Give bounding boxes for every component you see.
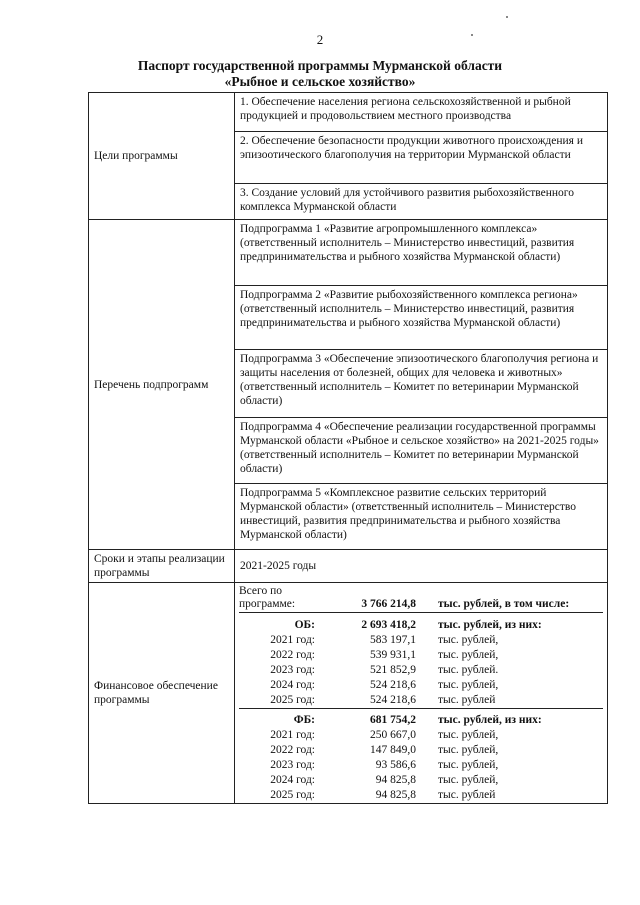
year-unit: тыс. рублей, <box>438 678 499 691</box>
page-title <box>0 58 640 90</box>
scan-speck <box>506 16 508 18</box>
year-value: 539 931,1 <box>370 648 416 661</box>
fb-year-row <box>239 743 603 758</box>
year-value: 583 197,1 <box>370 633 416 646</box>
year-unit: тыс. рублей <box>438 789 496 801</box>
terms-label: Сроки и этапы реализации программы <box>89 550 235 583</box>
year-label: 2023 год: <box>270 759 315 771</box>
ob-year-row <box>239 633 603 648</box>
ob-year-row <box>239 663 603 678</box>
year-label: 2023 год: <box>270 663 315 676</box>
goals-row <box>89 93 608 132</box>
year-label: 2025 год: <box>270 693 315 706</box>
ob-value: 2 693 418,2 <box>321 613 438 633</box>
subprograms-label: Перечень подпрограмм <box>89 220 235 550</box>
finance-label: Финансовое обеспечение программы <box>89 583 235 804</box>
year-label: 2024 год: <box>270 774 315 786</box>
scan-speck <box>471 34 473 36</box>
fb-year-row <box>239 728 603 743</box>
fb-value: 681 754,2 <box>321 708 438 728</box>
year-unit: тыс. рублей. <box>438 663 499 676</box>
fb-unit: тыс. рублей, из них: <box>438 708 603 728</box>
year-unit: тыс. рублей, <box>438 774 499 786</box>
terms-row <box>89 550 608 583</box>
goal-item: 3. Создание условий для устойчивого развития рыбохозяйственного комплекса Мурманской области <box>235 184 608 220</box>
year-unit: тыс. рублей, <box>438 648 499 661</box>
year-value: 524 218,6 <box>370 678 416 691</box>
title-line-1: Паспорт государственной программы Мурманской области <box>137 58 503 73</box>
ob-year-row <box>239 693 603 709</box>
subprogram-row <box>89 220 608 286</box>
finance-table <box>239 583 603 803</box>
finance-row <box>89 583 608 804</box>
finance-cell <box>235 583 608 804</box>
year-value: 521 852,9 <box>370 663 416 676</box>
year-unit: тыс. рублей, <box>438 729 499 741</box>
year-value: 93 586,6 <box>375 759 416 771</box>
finance-fb-row <box>239 708 603 728</box>
year-unit: тыс. рублей, <box>438 744 499 756</box>
total-label: Всего по программе: <box>239 585 296 610</box>
year-value: 94 825,8 <box>375 774 416 786</box>
year-value: 524 218,6 <box>370 693 416 706</box>
year-label: 2024 год: <box>270 678 315 691</box>
year-value: 94 825,8 <box>375 789 416 801</box>
year-unit: тыс. рублей, <box>438 759 499 771</box>
terms-value: 2021-2025 годы <box>235 550 608 583</box>
year-label: 2021 год: <box>270 729 315 741</box>
page-number: 2 <box>316 32 324 47</box>
goal-item: 2. Обеспечение безопасности продукции животного происхождения и эпизоотического благополучия на территории Мурманской области <box>235 132 608 184</box>
ob-year-row <box>239 648 603 663</box>
subprogram-item: Подпрограмма 1 «Развитие агропромышленного комплекса» (ответственный исполнитель – Министерство инвестиций, развития предпринимательства и рыбного хозяйства Мурманской области) <box>235 220 608 286</box>
total-unit: тыс. рублей, в том числе: <box>438 598 570 610</box>
year-label: 2021 год: <box>270 633 315 646</box>
year-value: 250 667,0 <box>370 729 416 741</box>
year-label: 2022 год: <box>270 648 315 661</box>
year-label: 2025 год: <box>270 789 315 801</box>
goal-item: 1. Обеспечение населения региона сельскохозяйственной и рыбной продукцией и продовольствием местного производства <box>235 93 608 132</box>
passport-table <box>88 92 608 804</box>
subprogram-item: Подпрограмма 3 «Обеспечение эпизоотического благополучия региона и защиты населения от болезней, общих для человека и животных» (ответственный исполнитель – Комитет по ветеринарии Мурманской области) <box>235 350 608 418</box>
ob-label: ОБ: <box>239 613 321 633</box>
subprogram-item: Подпрограмма 4 «Обеспечение реализации государственной программы Мурманской области «Рыбное и сельское хозяйство» на 2021-2025 годы» (ответственный исполнитель – Комитет по ветеринарии Мурманской области) <box>235 418 608 484</box>
subprogram-item: Подпрограмма 2 «Развитие рыбохозяйственного комплекса региона» (ответственный исполнитель – Министерство инвестиций, развития предпринимательства и рыбного хозяйства Мурманской области) <box>235 286 608 350</box>
year-unit: тыс. рублей <box>438 693 496 706</box>
goals-label: Цели программы <box>89 93 235 220</box>
ob-unit: тыс. рублей, из них: <box>438 613 603 633</box>
title-line-2: «Рыбное и сельское хозяйство» <box>224 74 416 89</box>
subprogram-item: Подпрограмма 5 «Комплексное развитие сельских территорий Мурманской области» (ответственный исполнитель – Министерство инвестиций, развития предпринимательства и рыбного хозяйства Мурманской области) <box>235 484 608 550</box>
year-value: 147 849,0 <box>370 744 416 756</box>
fb-year-row <box>239 788 603 803</box>
fb-year-row <box>239 773 603 788</box>
year-unit: тыс. рублей, <box>438 633 499 646</box>
finance-total-row <box>239 583 603 613</box>
year-label: 2022 год: <box>270 744 315 756</box>
finance-ob-row <box>239 613 603 633</box>
fb-label: ФБ: <box>239 708 321 728</box>
total-value: 3 766 214,8 <box>361 598 416 610</box>
ob-year-row <box>239 678 603 693</box>
fb-year-row <box>239 758 603 773</box>
